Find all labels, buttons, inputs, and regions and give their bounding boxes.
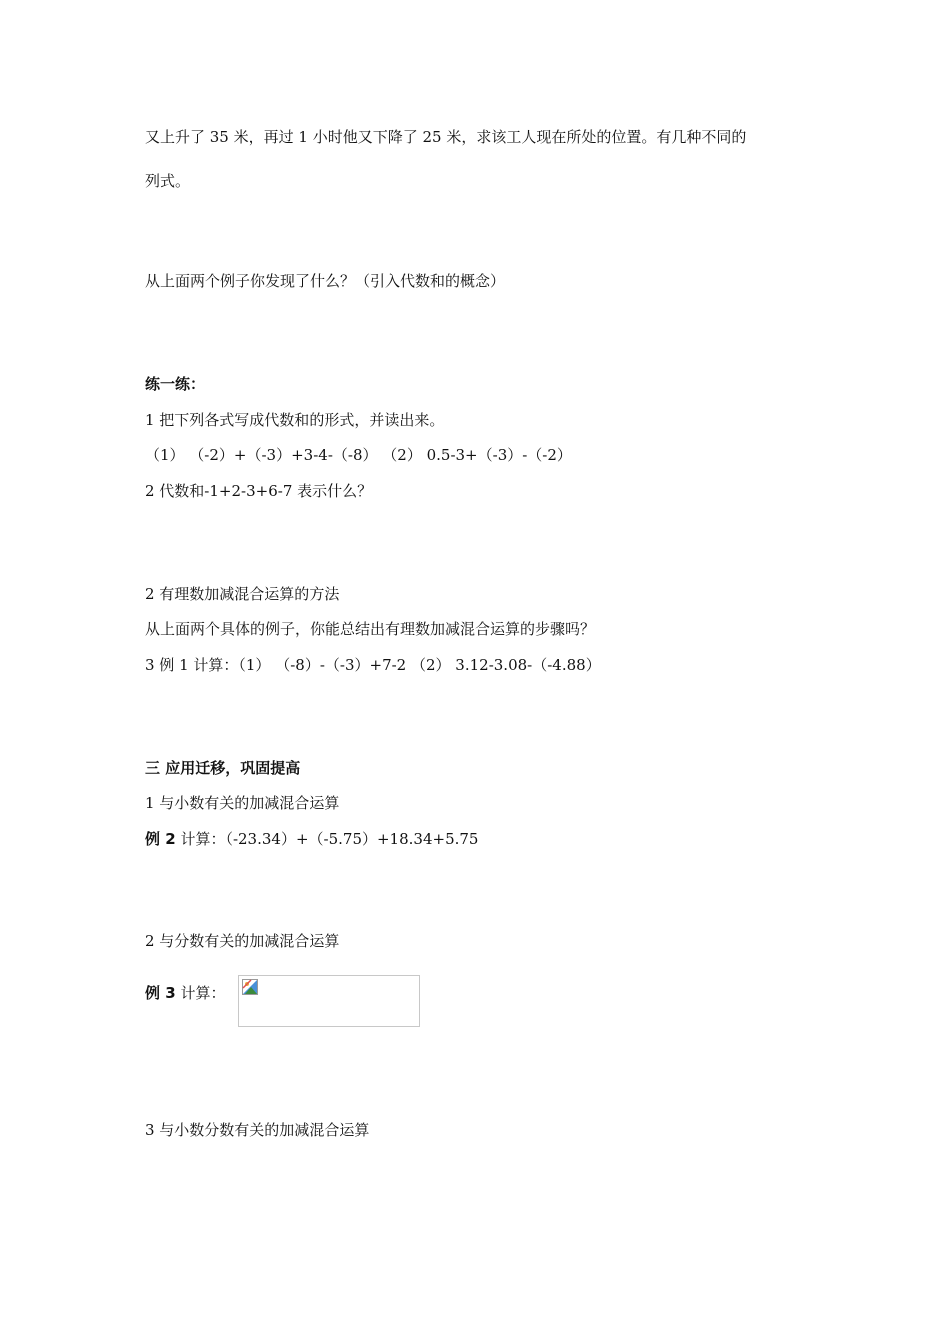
formula-image-placeholder [238,975,420,1027]
subsection-decimals: 1 与小数有关的加减混合运算 [145,794,340,812]
practice-heading: 练一练： [145,375,206,393]
broken-image-icon [242,979,258,995]
example-3-label: 例 3 [145,984,176,1002]
practice-item-1: 1 把下列各式写成代数和的形式，并读出来。 [145,411,445,429]
paragraph-discovery-question: 从上面两个例子你发现了什么？（引入代数和的概念） [145,272,506,290]
practice-item-2: 2 代数和-1+2-3+6-7 表示什么？ [145,482,373,500]
example-1: 3 例 1 计算：（1） （-8）-（-3）+7-2 （2） 3.12-3.08-（-4.88） [145,656,601,674]
subsection-decimals-fractions: 3 与小数分数有关的加减混合运算 [145,1121,370,1139]
section-3-heading: 三 应用迁移，巩固提高 [145,759,301,777]
method-title: 2 有理数加减混合运算的方法 [145,585,340,603]
subsection-fractions: 2 与分数有关的加减混合运算 [145,932,340,950]
paragraph-problem-end: 列式。 [145,172,191,190]
paragraph-problem-continuation: 又上升了 35 米，再过 1 小时他又下降了 25 米，求该工人现在所处的位置。有几种不同的 [145,128,747,146]
example-3-text: 计算： [175,984,226,1002]
method-question: 从上面两个具体的例子，你能总结出有理数加减混合运算的步骤吗？ [145,620,596,638]
example-2 [145,829,478,849]
example-2-label: 例 2 [145,830,176,848]
example-2-text: 计算：（-23.34）+（-5.75）+18.34+5.75 [175,830,479,848]
practice-item-1-expressions: （1） （-2）+（-3）+3-4-（-8） （2） 0.5-3+（-3）-（-2） [145,446,572,464]
example-3 [145,983,225,1003]
